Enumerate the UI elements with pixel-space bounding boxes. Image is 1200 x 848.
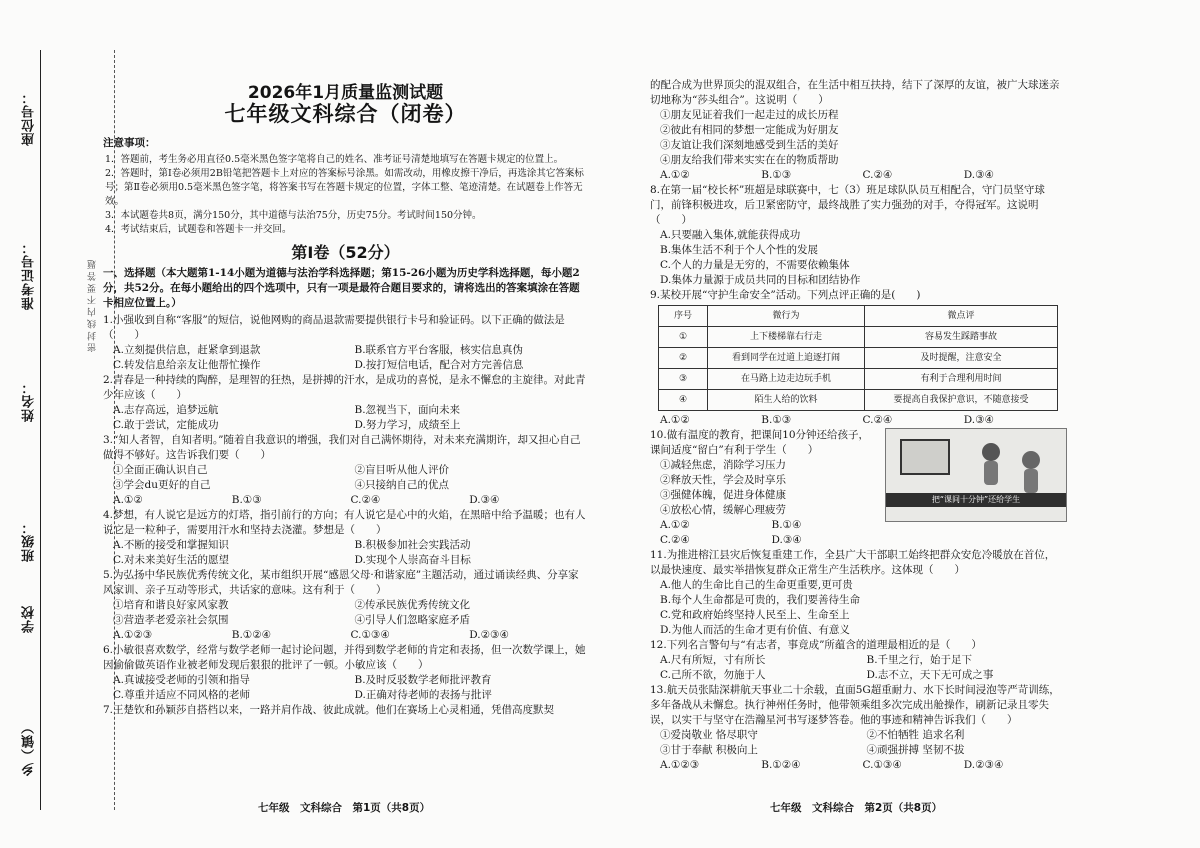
question-stem: 7.王楚钦和孙颖莎自搭档以来，一路并肩作战、彼此成就。他们在赛场上心灵相通，凭借高度默契 (103, 704, 555, 716)
option: ④顽强拼搏 坚韧不拔 (866, 744, 965, 756)
option: ②盲目听从他人评价 (354, 464, 449, 476)
question-stem: 10.做有温度的教育，把课间10分钟还给孩子，课间适度“留白”有利于学生（ ） (650, 429, 870, 456)
binding-strip (22, 50, 108, 810)
child-body-icon (984, 461, 998, 485)
choice: C.①③④ (350, 629, 390, 641)
option: ①全面正确认识自己 (113, 464, 208, 476)
choice: A.①② (660, 169, 690, 181)
option: C.党和政府始终坚持人民至上、生命至上 (660, 609, 850, 621)
question-stem: 1.小强收到自称“客服”的短信，说他网购的商品退款需要提供银行卡号和验证码。以下正确的做法是（ ） (103, 314, 565, 341)
town-label: 乡（镇） (22, 720, 37, 776)
option: ④朋友给我们带来实实在在的物质帮助 (660, 154, 839, 166)
option: B.千里之行，始于足下 (866, 654, 973, 666)
table-cell: 上下楼梯靠右行走 (708, 327, 865, 348)
option-list (650, 108, 1065, 168)
choice: A.①② (113, 494, 143, 506)
option: B.集体生活不利于个人个性的发展 (660, 244, 819, 256)
choice: A.①②③ (113, 629, 153, 641)
option: ②彼此有相同的梦想一定能成为好朋友 (660, 124, 839, 136)
page-footer: 七年级 文科综合 第2页（共8页） (770, 802, 943, 814)
option: C.敢于尝试，定能成功 (113, 419, 219, 431)
choice: B.①④ (771, 519, 802, 531)
option: A.只要融入集体,就能获得成功 (660, 229, 801, 241)
table-header: 微行为 (708, 306, 865, 327)
question-stem: 的配合成为世界顶尖的混双组合，在生活中相互扶持，结下了深厚的友谊，被广大球迷亲切地称为“莎头组合”。这说明（ ） (650, 79, 1060, 106)
choice-row (103, 628, 588, 643)
option-list (103, 598, 588, 628)
option: ②传承民族优秀传统文化 (354, 599, 470, 611)
table-cell: 容易发生踩踏事故 (864, 327, 1057, 348)
question-stem: 4.梦想，有人说它是远方的灯塔，指引前行的方向；有人说它是心中的火焰，在黑暗中给予温暖；也有人说它是一粒种子，需要用汗水和坚持去浇灌。梦想是（ ） (103, 509, 586, 536)
option: ①减轻焦虑，消除学习压力 (660, 459, 786, 471)
option: D.实现个人崇高奋斗目标 (354, 554, 471, 566)
choice: A.①② (660, 414, 690, 426)
child-head-icon (1022, 451, 1040, 469)
option-list (650, 458, 875, 518)
choice: D.③④ (469, 494, 500, 506)
option: A.立刻提供信息，赶紧拿到退款 (113, 344, 261, 356)
section-instructions: 一、选择题（本大题第1-14小题为道德与法治学科选择题；第15-26小题为历史学科选择题，每小题2分，共52分。在每小题给出的四个选项中，只有一项是最符合题目要求的，请将选出的答案填涂在答题卡相应位置上。） (103, 267, 580, 309)
choice: C.②④ (350, 494, 381, 506)
question-stem: 13.航天员张陆深耕航天事业二十余载，直面5G超重耐力、水下长时间浸泡等严苛训练，多年备战从未懈怠。执行神州任务时，他带领乘组多次完成出舱操作，刷新记录且零失误，以实干与坚守在浩瀚星河书写逐梦答卷。他的事迹和精神告诉我们（ ） (650, 684, 1060, 726)
choice: A.①②③ (660, 759, 700, 771)
table-cell: 有利于合理利用时间 (864, 369, 1057, 390)
option: ②释放天性，学会及时享乐 (660, 474, 786, 486)
option: D.按打短信电话，配合对方完善信息 (354, 359, 524, 371)
question-stem: 3.“知人者智，自知者明。”随着自我意识的增强，我们对自己满怀期待，对未来充满期许，却又担心自己做得不够好。这告诉我们要（ ） (103, 434, 581, 461)
choice: D.②③④ (469, 629, 509, 641)
table-cell: 陌生人给的饮料 (708, 390, 865, 411)
option: B.积极参加社会实践活动 (354, 539, 471, 551)
binding-line (40, 50, 41, 810)
note-item: 1．答题前，考生务必用直径0.5毫米黑色签字笔将自己的姓名、准考证号清楚地填写在答题卡规定的位置上。 (105, 154, 564, 165)
page-1 (103, 78, 588, 718)
name-label: 姓名： (22, 380, 37, 422)
table-cell: 在马路上边走边玩手机 (708, 369, 865, 390)
option-list (103, 463, 588, 493)
question-stem: 6.小敏很喜欢数学，经常与数学老师一起讨论问题，并得到数学老师的肯定和表扬，但一次数学课上，她因偷偷做英语作业被老师发现后狠狠的批评了一顿。小敏应该（ ） (103, 644, 586, 671)
question-stem: 12.下列名言警句与“有志者，事竟成”所蕴含的道理最相近的是（ ） (650, 639, 982, 651)
page-footer: 七年级 文科综合 第1页（共8页） (258, 802, 431, 814)
option: ①朋友见证着我们一起走过的成长历程 (660, 109, 839, 121)
choice-row (650, 168, 1065, 183)
option: ③友谊让我们深刻地感受到生活的美好 (660, 139, 839, 151)
option: C.己所不欲，勿施于人 (660, 669, 766, 681)
cartoon-banner: 把“课间十分钟”还给学生 (886, 493, 1066, 507)
child-head-icon (982, 443, 1000, 461)
option: A.真诚接受老师的引领和指导 (113, 674, 250, 686)
notes-heading: 注意事项： (103, 137, 156, 149)
choice: A.①② (660, 519, 690, 531)
choice-row (650, 413, 1065, 428)
choice: D.③④ (963, 414, 994, 426)
choice: B.①③ (231, 494, 262, 506)
page-2 (650, 78, 1065, 773)
question-list (103, 313, 588, 718)
option-list (650, 578, 1065, 638)
q10-block (650, 428, 1065, 548)
option-list (103, 538, 588, 568)
option: A.志存高远，追梦远航 (113, 404, 219, 416)
table-cell: ② (659, 348, 708, 369)
break-time-cartoon (885, 428, 1067, 522)
option: ①爱岗敬业 恪尽职守 (660, 729, 758, 741)
table-cell: 及时提醒，注意安全 (864, 348, 1057, 369)
option: C.尊重并适应不同风格的老师 (113, 689, 250, 701)
choice: D.③④ (771, 534, 802, 546)
option: ③学会du更好的自己 (113, 479, 211, 491)
choice: B.①③ (761, 414, 792, 426)
option-list (650, 728, 1065, 758)
option: A.尺有所短，寸有所长 (660, 654, 766, 666)
choice: C.①③④ (862, 759, 902, 771)
blackboard-icon (900, 439, 950, 475)
question-stem: 8.在第一届“校长杯”班超是球联赛中，七（3）班足球队队员互相配合，守门员坚守球门，前锋积极进攻，后卫紧密防守，最终战胜了实力强劲的对手，夺得冠军。这说明（ ） (650, 184, 1045, 226)
option: ④引导人们忽略家庭矛盾 (354, 614, 470, 626)
option: ③强健体魄，促进身体健康 (660, 489, 786, 501)
choice: B.①②④ (761, 759, 801, 771)
choice: D.③④ (963, 169, 994, 181)
note-item: 4．考试结束后，试题卷和答题卡一并交回。 (105, 224, 292, 235)
question-stem: 9.某校开展“守护生命安全”活动。下列点评正确的是( ) (650, 289, 921, 301)
choice-row (650, 518, 875, 548)
option: D.志不立，天下无可成之事 (866, 669, 994, 681)
option: ④放松心情，缓解心理疲劳 (660, 504, 786, 516)
option: ③营造孝老爱亲社会氛围 (113, 614, 229, 626)
seat-number-label: 座位号： (22, 90, 37, 146)
section-title: 第Ⅰ卷（52分） (291, 243, 400, 262)
option-list (103, 673, 588, 703)
option-list (103, 403, 588, 433)
choice-row (650, 758, 1065, 773)
option: ③甘于奉献 积极向上 (660, 744, 758, 756)
option: ④只接纳自己的优点 (354, 479, 449, 491)
exam-subject-title: 七年级文科综合（闭卷） (224, 102, 467, 126)
table-row (659, 327, 1058, 348)
option: ①培育和谐良好家风家教 (113, 599, 229, 611)
option: B.每个人生命都是可贵的，我们要善待生命 (660, 594, 861, 606)
choice: C.②④ (862, 169, 893, 181)
choice: C.②④ (660, 534, 690, 546)
table-cell: ③ (659, 369, 708, 390)
option-list (650, 653, 1065, 683)
table-cell: ① (659, 327, 708, 348)
option: B.及时反驳数学老师批评教育 (354, 674, 492, 686)
table-cell: ④ (659, 390, 708, 411)
table-cell: 要提高自我保护意识，不随意接受 (864, 390, 1057, 411)
option: A.他人的生命比自己的生命更重要,更可贵 (660, 579, 853, 591)
table-cell: 看到同学在过道上追逐打闹 (708, 348, 865, 369)
choice: B.①③ (761, 169, 792, 181)
school-label: 学校 (22, 605, 37, 633)
seal-line-text: 密 封 线 内 不 要 答 题 (88, 260, 98, 353)
child-body-icon (1024, 469, 1038, 493)
note-item: 2．答题时，第Ⅰ卷必须用2B铅笔把答题卡上对应的答案标号涂黑。如需改动，用橡皮擦干净后，再选涂其它答案标号；第Ⅱ卷必须用0.5毫米黑色签字笔，将答案书写在答题卡规定的位置，字体工整、笔迹清楚。在试题卷上作答无效。 (105, 168, 584, 207)
choice: C.②④ (862, 414, 893, 426)
question-stem: 11.为推进榕江县灾后恢复重建工作，全县广大干部职工始终把群众安危冷暖放在首位，以最快速度、最实举措恢复群众正常生产生活秩序。这体现（ ） (650, 549, 1056, 576)
table-row (659, 348, 1058, 369)
option: D.为他人而活的生命才更有价值、有意义 (660, 624, 850, 636)
table-header: 微点评 (864, 306, 1057, 327)
table-row (659, 390, 1058, 411)
table-row (659, 369, 1058, 390)
option: C.转发信息给亲友让他帮忙操作 (113, 359, 261, 371)
option: D.集体力量源于成员共同的目标和团结协作 (660, 274, 861, 286)
option-list (103, 343, 588, 373)
choice: D.②③④ (963, 759, 1004, 771)
option: C.个人的力量是无穷的，不需要依赖集体 (660, 259, 850, 271)
class-label: 班级： (22, 520, 37, 562)
option: B.忽视当下，面向未来 (354, 404, 461, 416)
choice: B.①②④ (231, 629, 272, 641)
exam-id-label: 准考证号： (22, 240, 37, 310)
option: ②不怕牺牲 追求名利 (866, 729, 965, 741)
option: B.联系官方平台客服，核实信息真伪 (354, 344, 524, 356)
q9-table (658, 305, 1058, 411)
question-stem: 5.为弘扬中华民族优秀传统文化，某市组织开展“感恩父母·和谐家庭”主题活动，通过诵读经典、分享家风家训、亲子互动等形式，共话家的意味。这有利于（ ） (103, 569, 579, 596)
note-item: 3．本试题卷共8页，满分150分，其中道德与法治75分，历史75分。考试时间150分钟。 (105, 210, 482, 221)
exam-title: 2026年1月质量监测试题 (247, 83, 444, 103)
option: D.正确对待老师的表扬与批评 (354, 689, 492, 701)
question-stem: 2.青春是一种持续的陶醉，是理智的狂热，是拼搏的汗水，是成功的喜悦，是永不懈怠的主旋律。对此青少年应该（ ） (103, 374, 586, 401)
option: C.对未来美好生活的愿望 (113, 554, 229, 566)
choice-row (103, 493, 588, 508)
option: A.不断的接受和掌握知识 (113, 539, 229, 551)
option: D.努力学习，成绩至上 (354, 419, 461, 431)
table-header: 序号 (659, 306, 708, 327)
option-list (650, 228, 1065, 288)
